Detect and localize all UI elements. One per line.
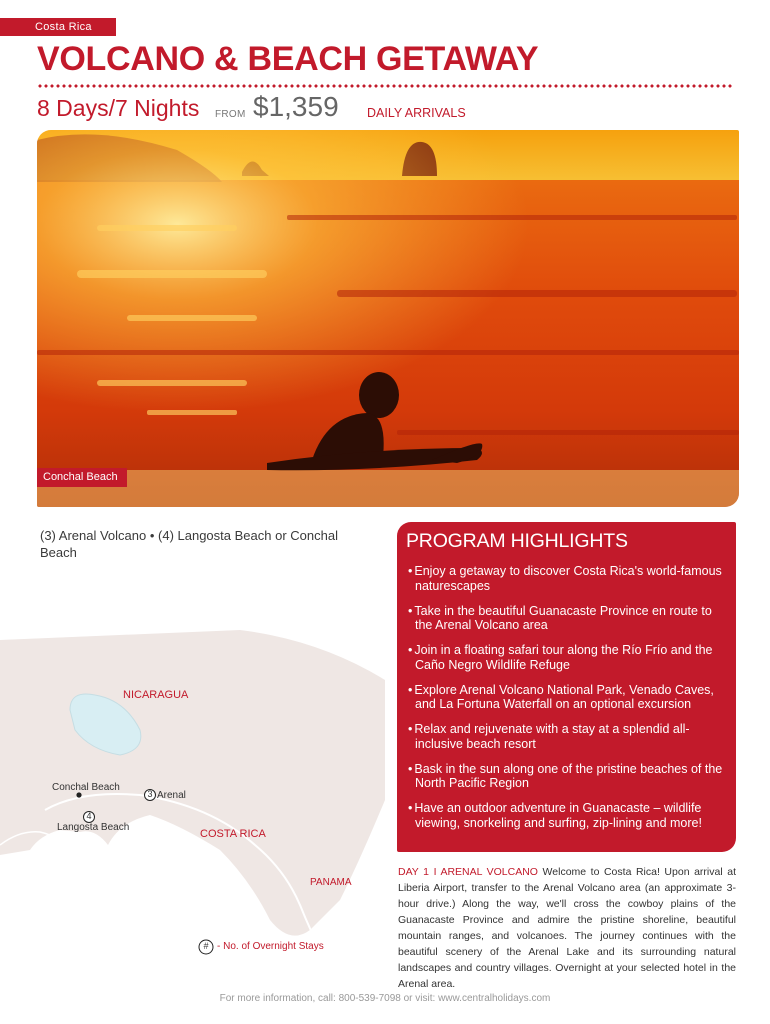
legend-symbol: # xyxy=(203,941,209,951)
highlight-item: • Explore Arenal Volcano National Park, Venado Caves, and La Fortuna Waterfall on an optional excursion xyxy=(406,683,732,712)
footer-contact: For more information, call: 800-539-7098 or visit: www.centralholidays.com xyxy=(219,993,551,1004)
highlight-item: • Bask in the sun along one of the pristine beaches of the North Pacific Region xyxy=(406,762,732,791)
highlight-item: • Relax and rejuvenate with a stay at a splendid all-inclusive beach resort xyxy=(406,722,732,751)
highlight-item: • Take in the beautiful Guanacaste Province en route to the Arenal Volcano area xyxy=(406,604,732,633)
trip-price: $1,359 xyxy=(253,91,339,122)
day-1-heading: DAY 1 I ARENAL VOLCANO xyxy=(398,866,538,878)
map-label-arenal: Arenal xyxy=(157,790,186,801)
beach-sunset-photo xyxy=(37,130,739,507)
map-label-langosta-beach: Langosta Beach xyxy=(57,822,130,833)
highlight-item: • Have an outdoor adventure in Guanacaste – wildlife viewing, snorkeling and surfing, zip-lining and more! xyxy=(406,801,732,830)
map-label-conchal-beach: Conchal Beach xyxy=(52,782,120,793)
arrivals-note: DAILY ARRIVALS xyxy=(367,106,466,120)
day-1-description xyxy=(398,864,736,992)
trip-duration: 8 Days/7 Nights xyxy=(37,95,200,121)
program-highlights-box xyxy=(397,522,736,852)
highlight-item: • Enjoy a getaway to discover Costa Rica's world-famous naturescapes xyxy=(406,564,732,593)
arenal-nights-badge: 3 xyxy=(147,789,153,799)
itinerary-stops: (3) Arenal Volcano • (4) Langosta Beach or Conchal Beach xyxy=(40,528,338,560)
highlight-item: • Join in a floating safari tour along the Río Frío and the Caño Negro Wildlife Refuge xyxy=(406,643,732,672)
destination-tag: Costa Rica xyxy=(0,18,116,36)
map-label-costa-rica: COSTA RICA xyxy=(200,828,266,840)
price-from-label: FROM xyxy=(215,109,246,120)
highlights-list xyxy=(406,564,732,841)
dotted-divider xyxy=(37,84,734,88)
highlights-title: PROGRAM HIGHLIGHTS xyxy=(406,530,628,552)
page-title: VOLCANO & BEACH GETAWAY xyxy=(37,40,539,78)
day-1-text: Welcome to Costa Rica! Upon arrival at Liberia Airport, transfer to the Arenal Volcano area (an approximate 3-hour drive.) Along the way, we'll cross the cowboy plains of the Guanacaste Province and admire the pristine shoreline, beautiful mountain ranges, and volcanoes. The journey continues with the beautiful scenery of the Arenal Lake and its surrounding natural landscapes and country villages. Overnight at your selected hotel in the Arenal area. xyxy=(398,866,736,990)
map-label-nicaragua: NICARAGUA xyxy=(123,689,189,701)
map-label-panama: PANAMA xyxy=(310,877,352,888)
costa-rica-map xyxy=(0,600,385,1000)
langosta-nights-badge: 4 xyxy=(86,811,92,821)
photo-caption: Conchal Beach xyxy=(37,468,127,487)
legend-text: - No. of Overnight Stays xyxy=(217,941,324,952)
